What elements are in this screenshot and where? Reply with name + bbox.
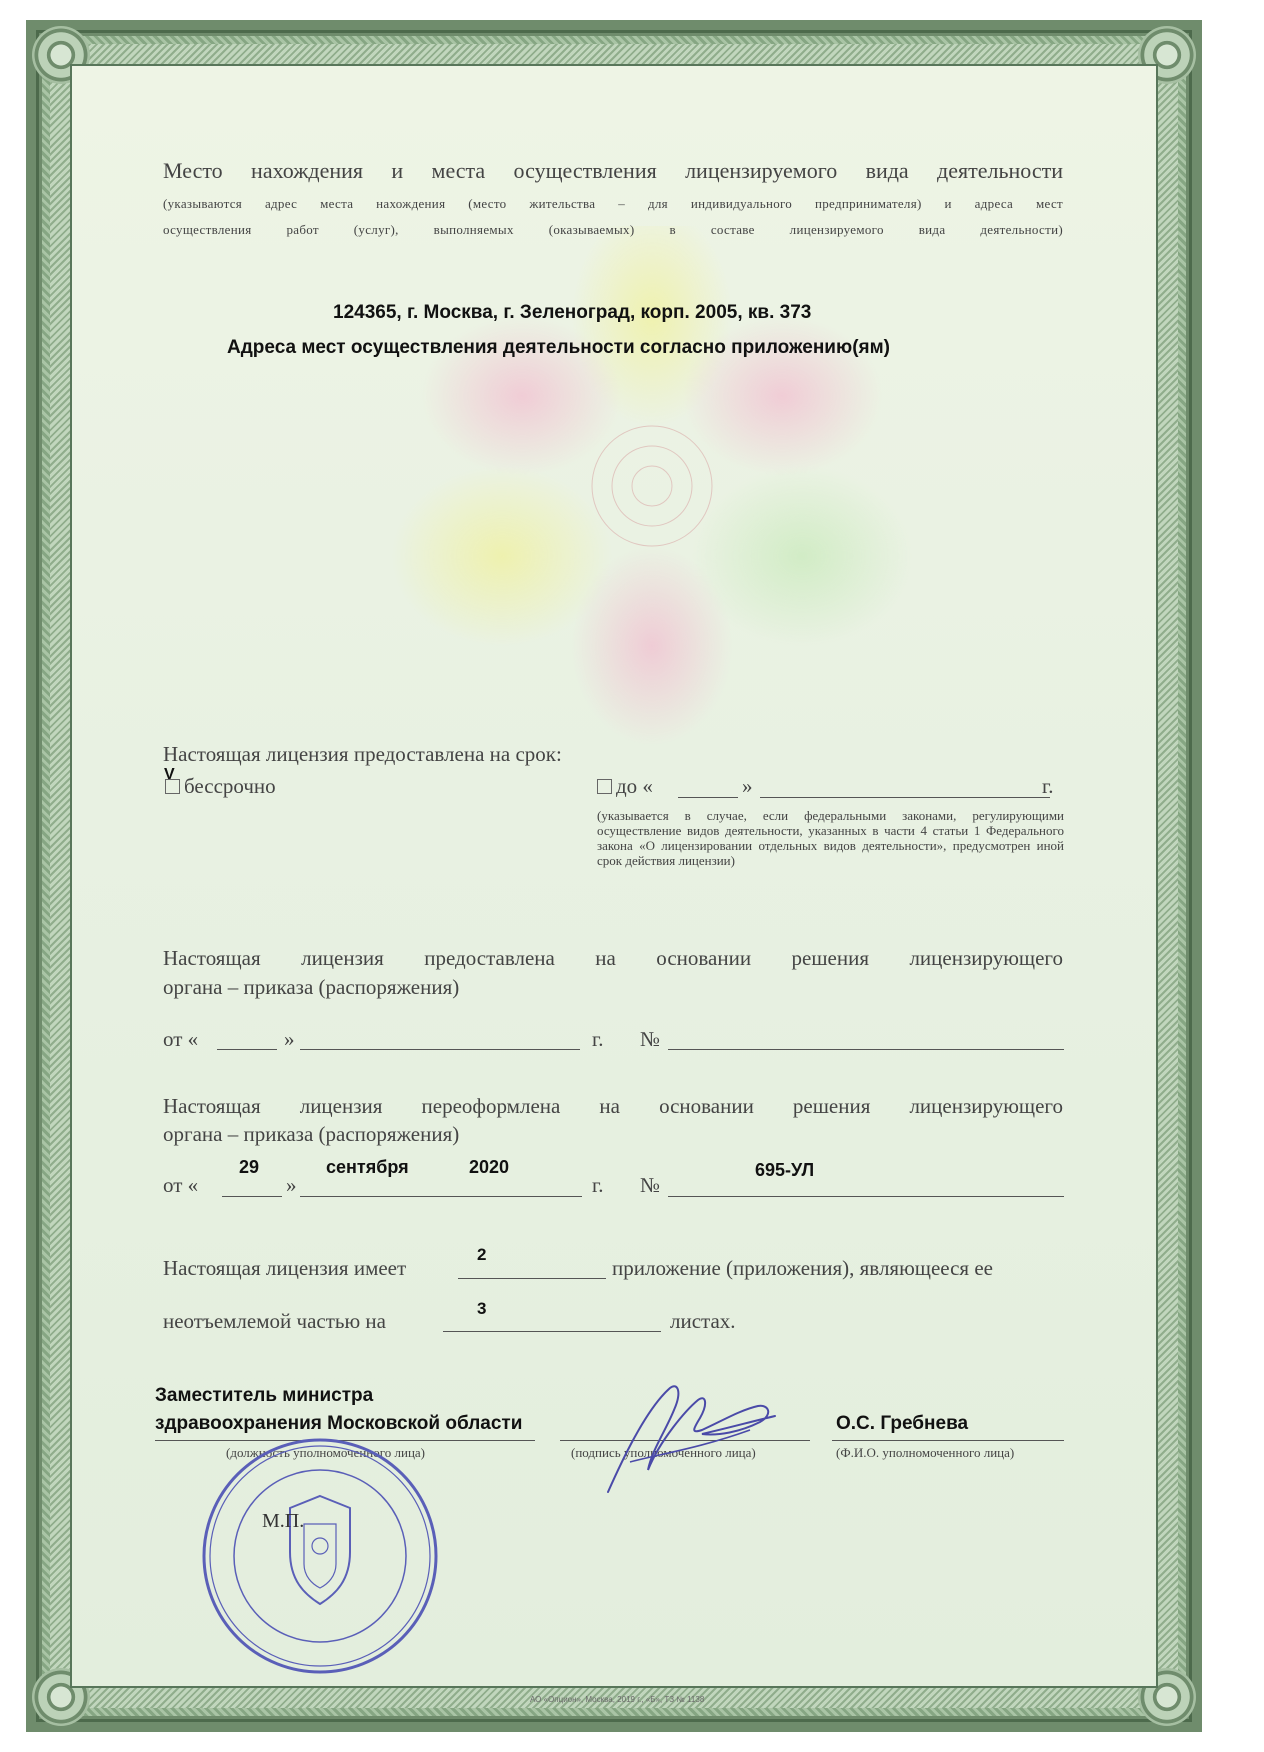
appendix-sheets-line xyxy=(443,1331,661,1332)
license-address: 124365, г. Москва, г. Зеленоград, корп. 2005, кв. 373 xyxy=(333,302,812,323)
until-day-line xyxy=(678,797,738,798)
until-close-quote: » xyxy=(742,774,753,798)
reissue-month: сентября xyxy=(326,1157,409,1177)
signatory-position-line1: Заместитель министра xyxy=(155,1385,374,1406)
basis-close-quote: » xyxy=(284,1027,295,1051)
name-caption: (Ф.И.О. уполномоченного лица) xyxy=(836,1445,1015,1460)
appendix-count: 2 xyxy=(477,1245,487,1264)
printer-imprint: АО «Опцион», Москва, 2019 г., «Б», ТЗ № 1138 xyxy=(530,1695,705,1704)
basis-number-line xyxy=(668,1049,1064,1050)
basis-line1: Настоящая лицензия предоставлена на основании решения лицензирующего xyxy=(163,946,1063,970)
address-section-note-line2: осуществления работ (услуг), выполняемых (оказываемых) в составе лицензируемого вида деятельности) xyxy=(163,222,1063,237)
official-stamp xyxy=(198,1434,442,1678)
stamp-place-label: М.П. xyxy=(262,1510,305,1532)
appendix-line1-start: Настоящая лицензия имеет xyxy=(163,1256,407,1280)
indefinite-check-mark: V xyxy=(164,766,175,783)
reissue-number-label: № xyxy=(640,1173,661,1197)
until-year-suffix: г. xyxy=(1042,774,1054,798)
appendix-line2-start: неотъемлемой частью на xyxy=(163,1309,386,1333)
appendix-sheets: 3 xyxy=(477,1299,487,1318)
reissue-day: 29 xyxy=(239,1157,260,1177)
basis-day-line xyxy=(217,1049,277,1050)
reissue-year: 2020 xyxy=(469,1157,510,1177)
signature-caption: (подпись уполномоченного лица) xyxy=(571,1445,756,1460)
indefinite-checkbox[interactable] xyxy=(165,779,180,794)
indefinite-checkbox-row xyxy=(165,774,276,799)
signatory-name: О.С. Гребнева xyxy=(836,1413,969,1434)
until-label: до « xyxy=(616,774,653,798)
reissue-day-line xyxy=(222,1196,282,1197)
basis-month-line xyxy=(300,1049,580,1050)
reissue-from-label: от « xyxy=(163,1173,199,1197)
activity-places: Адреса мест осуществления деятельности согласно приложению(ям) xyxy=(227,337,890,358)
address-section-note-line1: (указываются адрес места нахождения (место жительства – для индивидуального предпринимателя) и адреса мест xyxy=(163,196,1063,211)
until-checkbox[interactable] xyxy=(597,779,612,794)
reissue-close-quote: » xyxy=(286,1173,297,1197)
position-caption: (должность уполномоченного лица) xyxy=(226,1445,426,1460)
name-line xyxy=(832,1440,1064,1441)
address-section-heading: Место нахождения и места осуществления лицензируемого вида деятельности xyxy=(163,158,1063,183)
reissue-line1: Настоящая лицензия переоформлена на основании решения лицензирующего xyxy=(163,1094,1063,1118)
basis-line2: органа – приказа (распоряжения) xyxy=(163,975,460,999)
appendix-line1-end: приложение (приложения), являющееся ее xyxy=(612,1256,993,1280)
basis-year-suffix: г. xyxy=(592,1027,604,1051)
appendix-count-line xyxy=(458,1278,606,1279)
term-note: (указывается в случае, если федеральными законами, регулирующими осуществление видов деятельности, указанных в части 4 статьи 1 Федерального закона «О лицензировании отдельных видов деятельности», предусмотрен иной срок действия лицензии) xyxy=(597,808,1064,868)
basis-from-label: от « xyxy=(163,1027,199,1051)
reissue-line2: органа – приказа (распоряжения) xyxy=(163,1122,460,1146)
signatory-position-line2: здравоохранения Московской области xyxy=(155,1413,523,1434)
basis-number-label: № xyxy=(640,1027,661,1051)
indefinite-label: бессрочно xyxy=(184,774,276,798)
handwritten-signature xyxy=(590,1370,790,1500)
until-month-line xyxy=(760,797,1050,798)
reissue-order-number: 695-УЛ xyxy=(755,1160,815,1180)
until-checkbox-row xyxy=(597,774,653,799)
appendix-line2-end: листах. xyxy=(670,1309,736,1333)
reissue-month-line xyxy=(300,1196,582,1197)
reissue-number-line xyxy=(668,1196,1064,1197)
reissue-year-suffix: г. xyxy=(592,1173,604,1197)
term-heading: Настоящая лицензия предоставлена на срок: xyxy=(163,742,562,766)
